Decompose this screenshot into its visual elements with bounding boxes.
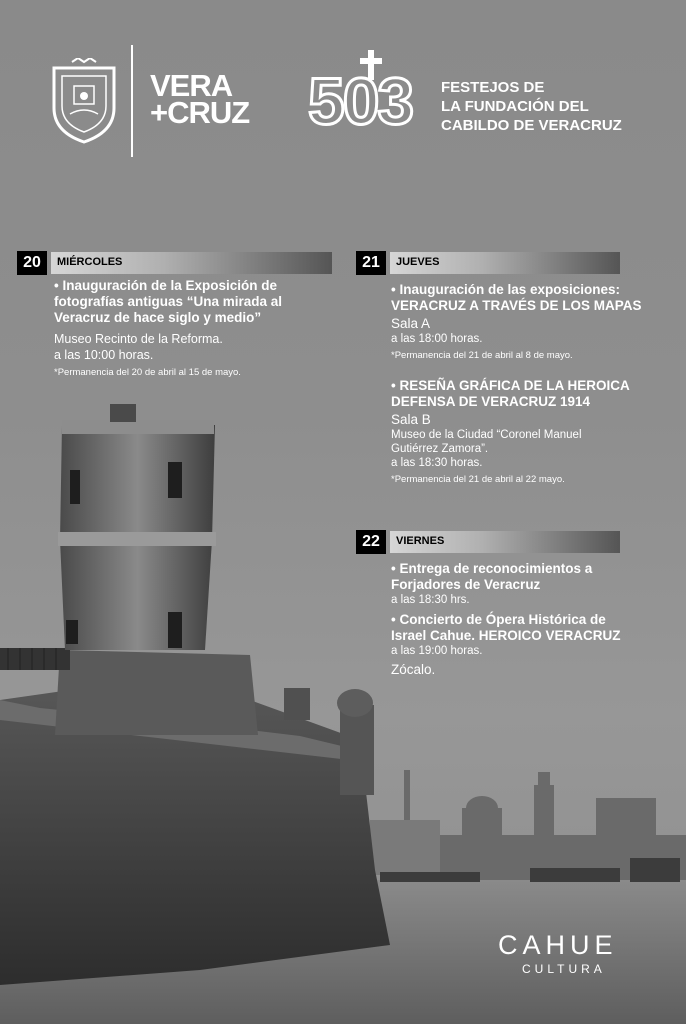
day-22-event-1: • Entrega de reconocimientos a Forjadores de Veracruz a las 18:30 hrs.	[391, 561, 593, 606]
cahue-logo-subtitle: CULTURA	[522, 962, 606, 976]
anniversary-title: FESTEJOS DE LA FUNDACIÓN DEL CABILDO DE VERACRUZ	[441, 79, 622, 134]
day-22-number: 22	[356, 530, 386, 554]
anniversary-number: 503	[308, 64, 413, 138]
day-21-event-1: • Inauguración de las exposiciones: VERACRUZ A TRAVÉS DE LOS MAPAS Sala A a las 18:00 horas. *Permanencia del 21 de abril al 8 de mayo.	[391, 282, 642, 361]
day-21-header	[356, 251, 620, 273]
cahue-logo: CAHUE	[498, 930, 618, 960]
veracruz-wordmark: VERA +CRUZ	[150, 68, 250, 130]
day-20-number: 20	[17, 251, 47, 275]
day-21-number: 21	[356, 251, 386, 275]
day-20-name: MIÉRCOLES	[57, 256, 123, 268]
day-21-name: JUEVES	[396, 256, 440, 268]
day-20-header	[17, 251, 332, 273]
day-21-event-2: • RESEÑA GRÁFICA DE LA HEROICA DEFENSA DE VERACRUZ 1914 Sala B Museo de la Ciudad “Coronel Manuel Gutiérrez Zamora”. a las 18:30 horas. *Permanencia del 21 de abril al 22 mayo.	[391, 378, 630, 485]
day-22-event-2: • Concierto de Ópera Histórica de Israel Cahue. HEROICO VERACRUZ a las 19:00 horas. Zócalo.	[391, 612, 621, 677]
day-22-header	[356, 530, 620, 552]
veracruz-crest-icon	[48, 58, 120, 144]
day-20-event: • Inauguración de la Exposición de fotografías antiguas “Una mirada al Veracruz de hace siglo y medio” Museo Recinto de la Reforma. a las 10:00 horas. *Permanencia del 20 de abril al 15 de mayo.	[54, 278, 283, 378]
day-22-name: VIERNES	[396, 535, 445, 547]
header-divider	[131, 45, 133, 157]
